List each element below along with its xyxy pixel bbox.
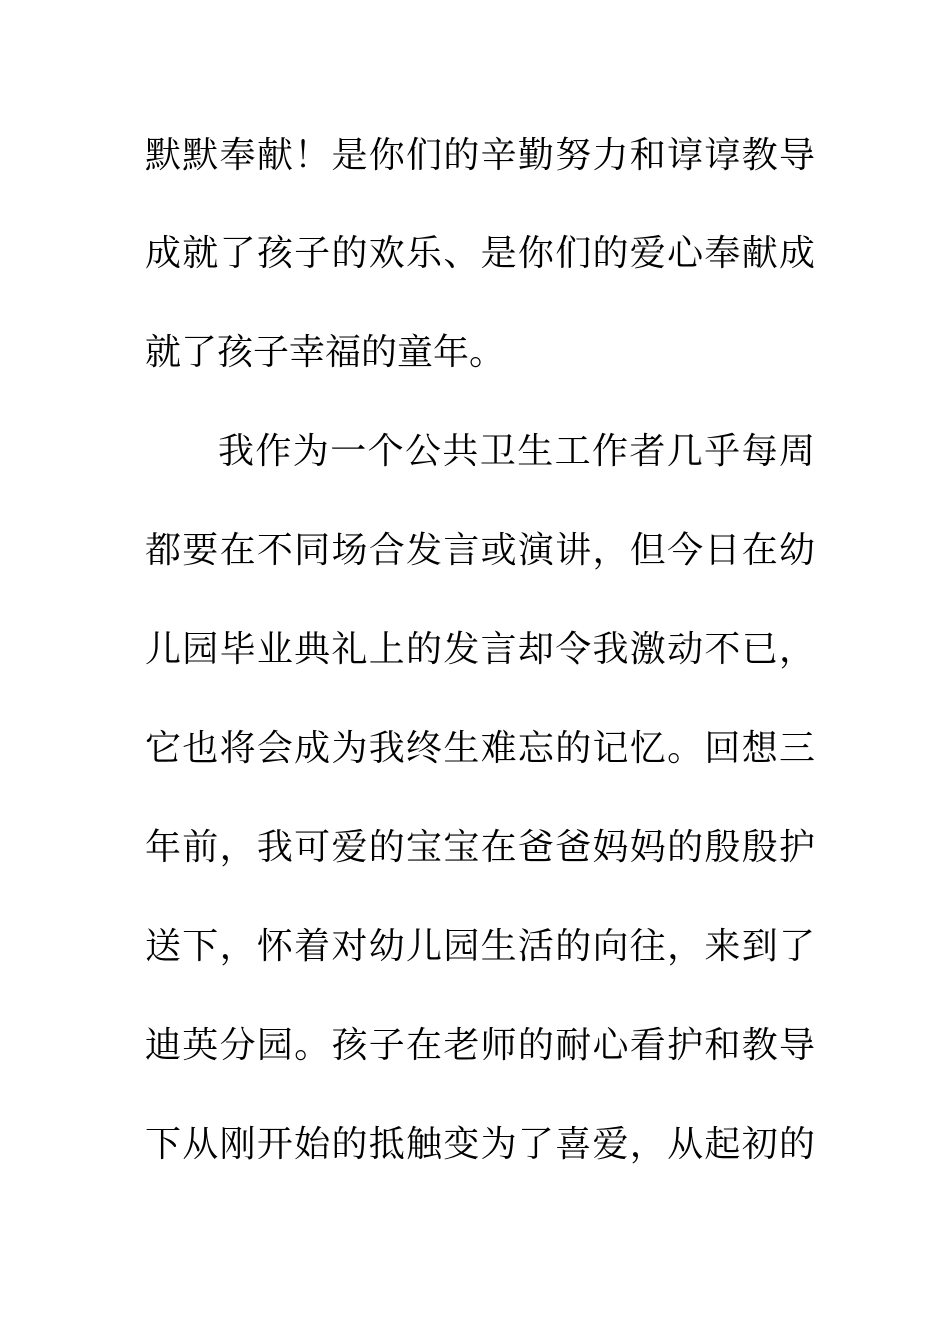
text-line: 都要在不同场合发言或演讲，但今日在幼	[145, 530, 815, 571]
text-line: 儿园毕业典礼上的发言却令我激动不已，	[145, 629, 815, 670]
text-line: 就了孩子幸福的童年。	[145, 332, 506, 373]
text-line: 迪英分园。孩子在老师的耐心看护和教导	[145, 1025, 815, 1066]
text-line: 成就了孩子的欢乐、是你们的爱心奉献成	[145, 233, 815, 274]
text-line: 默默奉献！是你们的辛勤努力和谆谆教导	[145, 135, 815, 176]
paragraph-first-line: 我作为一个公共卫生工作者几乎每周	[218, 431, 815, 472]
text-line: 下从刚开始的抵触变为了喜爱，从起初的	[145, 1124, 815, 1165]
text-line: 年前，我可爱的宝宝在爸爸妈妈的殷殷护	[145, 827, 815, 868]
text-line: 它也将会成为我终生难忘的记忆。回想三	[145, 728, 815, 769]
text-line: 送下，怀着对幼儿园生活的向往，来到了	[145, 926, 815, 967]
